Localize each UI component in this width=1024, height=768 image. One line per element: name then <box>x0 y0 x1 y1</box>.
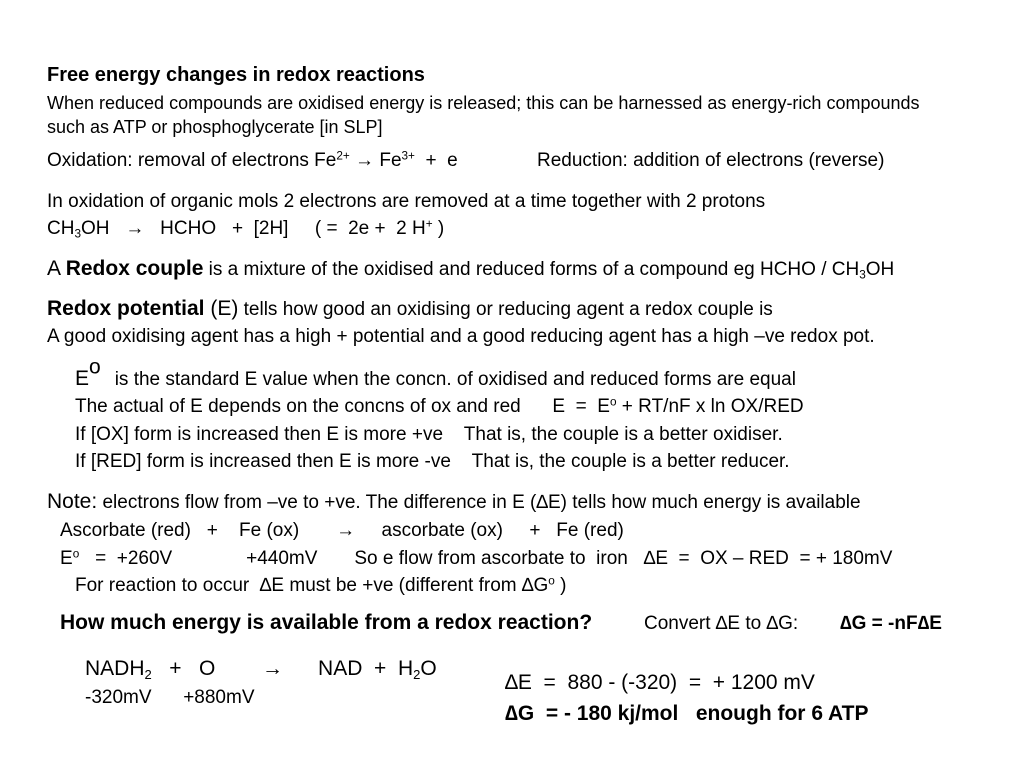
reaction-end: ) <box>554 575 567 596</box>
eo-symbol: E <box>75 367 90 390</box>
ox-increase-line: If [OX] form is increased then E is more +ve That is, the couple is a better oxidiser. <box>75 424 783 445</box>
nadh-sub: 2 <box>144 666 152 682</box>
ch3-text: CH <box>47 218 75 239</box>
redox-potential-term: Redox potential <box>47 297 205 320</box>
potential-symbol: (E) <box>204 297 239 320</box>
oxidation-tail: + e <box>414 150 458 171</box>
h2o-o: O <box>420 657 437 680</box>
intro-line-1: When reduced compounds are oxidised energy is released; this can be harnessed as energy-rich compounds <box>47 93 920 113</box>
proton-sup: + <box>425 217 433 231</box>
delta-g-formula: ∆G = -nF∆E <box>840 613 942 634</box>
potential-desc: tells how good an oxidising or reducing agent a redox couple is <box>238 299 773 320</box>
couple-desc: is a mixture of the oxidised and reduced forms of a compound eg HCHO / CH <box>203 259 860 280</box>
h2o-sub: 2 <box>413 666 421 682</box>
ascorbate-equation: Ascorbate (red) + Fe (ox) → ascorbate (ox) + Fe (red) <box>60 520 624 541</box>
potential-line-2: A good oxidising agent has a high + potential and a good reducing agent has a high –ve redox pot. <box>47 326 875 347</box>
note-text: electrons flow from –ve to +ve. The difference in E (∆E) tells how much energy is available <box>97 492 861 513</box>
reaction-text: For reaction to occur ∆E must be +ve (different from ∆G <box>75 575 549 596</box>
nadh-text: NADH <box>85 657 145 680</box>
nadh-equation <box>85 657 437 681</box>
oxidation-text: Oxidation: removal of electrons Fe <box>47 150 337 171</box>
eo-sup: o <box>89 355 101 379</box>
oxidation-sup-2: 3+ <box>401 149 415 163</box>
reaction-sup: o <box>548 574 555 588</box>
redox-potential-definition <box>47 297 773 321</box>
organic-oxidation-line: In oxidation of organic mols 2 electrons are removed at a time together with 2 protons <box>47 191 766 212</box>
note-line <box>47 490 861 514</box>
delta-g-result: ∆G = - 180 kj/mol enough for 6 ATP <box>505 702 869 725</box>
eo2-sup: o <box>72 547 80 561</box>
nadh-potentials: -320mV +880mV <box>85 687 255 708</box>
couple-end: OH <box>865 259 895 280</box>
note-label: Note: <box>47 490 98 513</box>
oxidation-sup-1: 2+ <box>336 149 350 163</box>
delta-e-calculation: ∆E = 880 - (-320) = + 1200 mV <box>505 671 815 694</box>
actual-end: + RT/nF x ln OX/RED <box>616 396 804 417</box>
redox-couple-definition <box>47 257 894 281</box>
reduction-definition: Reduction: addition of electrons (reverse) <box>537 150 885 171</box>
couple-lead: A <box>47 257 66 280</box>
couple-sub: 3 <box>859 268 866 282</box>
redox-couple-term: Redox couple <box>65 257 204 280</box>
convert-text: Convert ∆E to ∆G: <box>644 613 799 634</box>
standard-desc: is the standard E value when the concn. of oxidised and reduced forms are equal <box>114 369 796 390</box>
methanol-rest: OH → HCHO + [2H] ( = 2e + 2 H <box>81 218 426 239</box>
reaction-condition <box>75 575 566 597</box>
red-increase-line: If [RED] form is increased then E is more -ve That is, the couple is a better reducer. <box>75 451 790 472</box>
actual-sup: o <box>609 395 617 409</box>
oxidation-definition <box>47 150 458 172</box>
eo2-rest: = +260V +440mV So e flow from ascorbate to iron ∆E = OX – RED = + 180mV <box>79 548 893 569</box>
methanol-equation <box>47 218 444 240</box>
eo2-symbol: E <box>60 548 73 569</box>
standard-potential-line <box>75 355 796 391</box>
ch3-sub: 3 <box>74 227 81 241</box>
ascorbate-potentials <box>60 548 892 570</box>
actual-text: The actual of E depends on the concns of ox and red E = E <box>75 396 610 417</box>
nadh-mid: + O → NAD + H <box>151 657 414 680</box>
actual-e-line <box>75 396 804 418</box>
page-title: Free energy changes in redox reactions <box>47 64 425 86</box>
methanol-close: ) <box>432 218 445 239</box>
energy-question: How much energy is available from a redox reaction? <box>60 611 593 634</box>
intro-line-2: such as ATP or phosphoglycerate [in SLP] <box>47 117 383 137</box>
oxidation-arrow: → Fe <box>349 150 402 171</box>
